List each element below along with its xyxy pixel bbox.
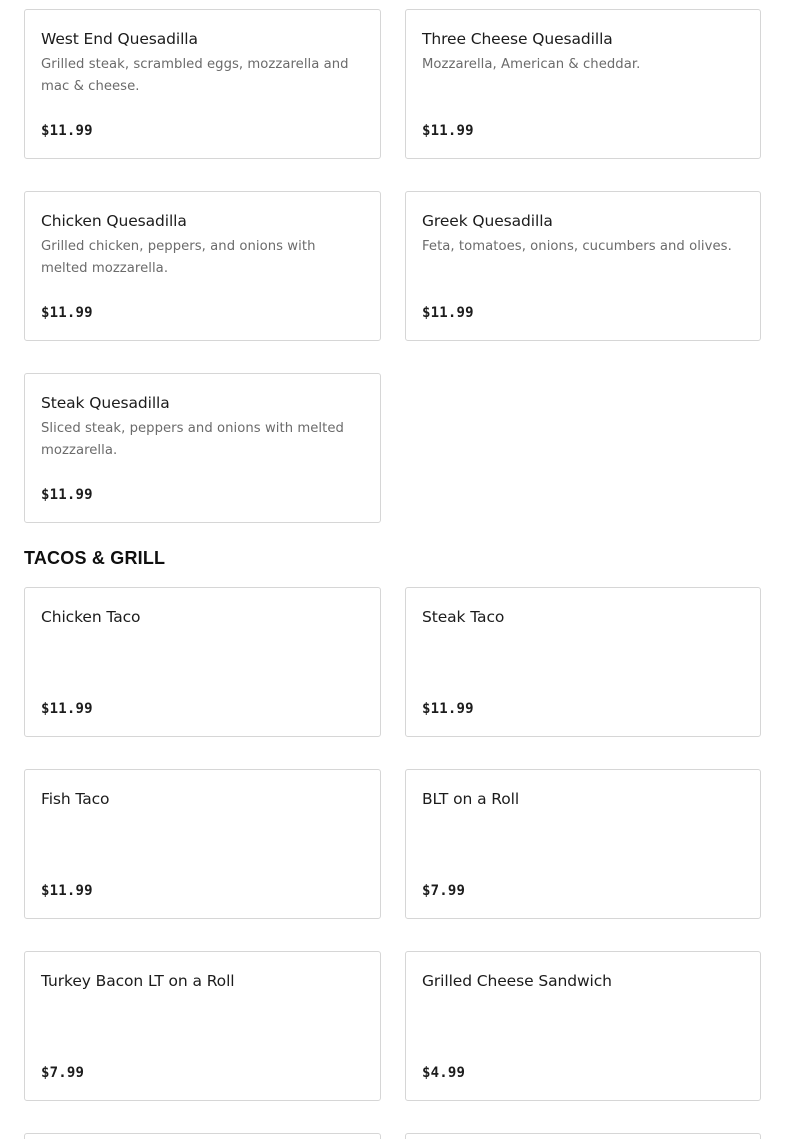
menu-item-card[interactable] <box>405 191 761 341</box>
menu-item-card[interactable] <box>24 9 381 159</box>
item-name: Chicken Taco <box>41 608 141 626</box>
item-name: Greek Quesadilla <box>422 212 553 230</box>
quesadillas-grid <box>24 9 761 523</box>
item-price: $4.99 <box>422 1065 466 1081</box>
item-price: $11.99 <box>41 123 93 139</box>
menu-item-card[interactable] <box>405 9 761 159</box>
item-price: $11.99 <box>41 487 93 503</box>
menu-item-card[interactable] <box>24 587 381 737</box>
menu-item-card-partial[interactable] <box>24 1133 381 1139</box>
item-price: $11.99 <box>41 701 93 717</box>
item-name: Fish Taco <box>41 790 110 808</box>
item-price: $7.99 <box>41 1065 85 1081</box>
item-price: $11.99 <box>422 701 474 717</box>
menu-item-card[interactable] <box>405 587 761 737</box>
item-name: West End Quesadilla <box>41 30 198 48</box>
menu-item-card[interactable] <box>24 769 381 919</box>
item-name: Three Cheese Quesadilla <box>422 30 613 48</box>
item-name: BLT on a Roll <box>422 790 520 808</box>
item-description: Sliced steak, peppers and onions with melted mozzarella. <box>41 421 344 458</box>
menu-item-card[interactable] <box>24 951 381 1101</box>
item-price: $11.99 <box>41 883 93 899</box>
item-description: Grilled steak, scrambled eggs, mozzarella and mac & cheese. <box>41 57 349 94</box>
menu-item-card[interactable] <box>405 951 761 1101</box>
item-name: Turkey Bacon LT on a Roll <box>41 972 235 990</box>
item-description: Feta, tomatoes, onions, cucumbers and olives. <box>422 239 732 254</box>
item-description: Mozzarella, American & cheddar. <box>422 57 641 72</box>
item-price: $11.99 <box>422 123 474 139</box>
item-description: Grilled chicken, peppers, and onions with melted mozzarella. <box>41 239 316 276</box>
menu-item-card-partial[interactable] <box>405 1133 761 1139</box>
item-name: Grilled Cheese Sandwich <box>422 972 612 990</box>
item-price: $7.99 <box>422 883 466 899</box>
item-price: $11.99 <box>422 305 474 321</box>
item-price: $11.99 <box>41 305 93 321</box>
item-name: Steak Quesadilla <box>41 394 170 412</box>
tacos-grill-grid <box>24 587 761 1101</box>
section-title-tacos-grill: TACOS & GRILL <box>24 548 166 568</box>
menu-item-card[interactable] <box>405 769 761 919</box>
menu-item-card[interactable] <box>24 373 381 523</box>
item-name: Steak Taco <box>422 608 505 626</box>
menu-item-card[interactable] <box>24 191 381 341</box>
item-name: Chicken Quesadilla <box>41 212 187 230</box>
